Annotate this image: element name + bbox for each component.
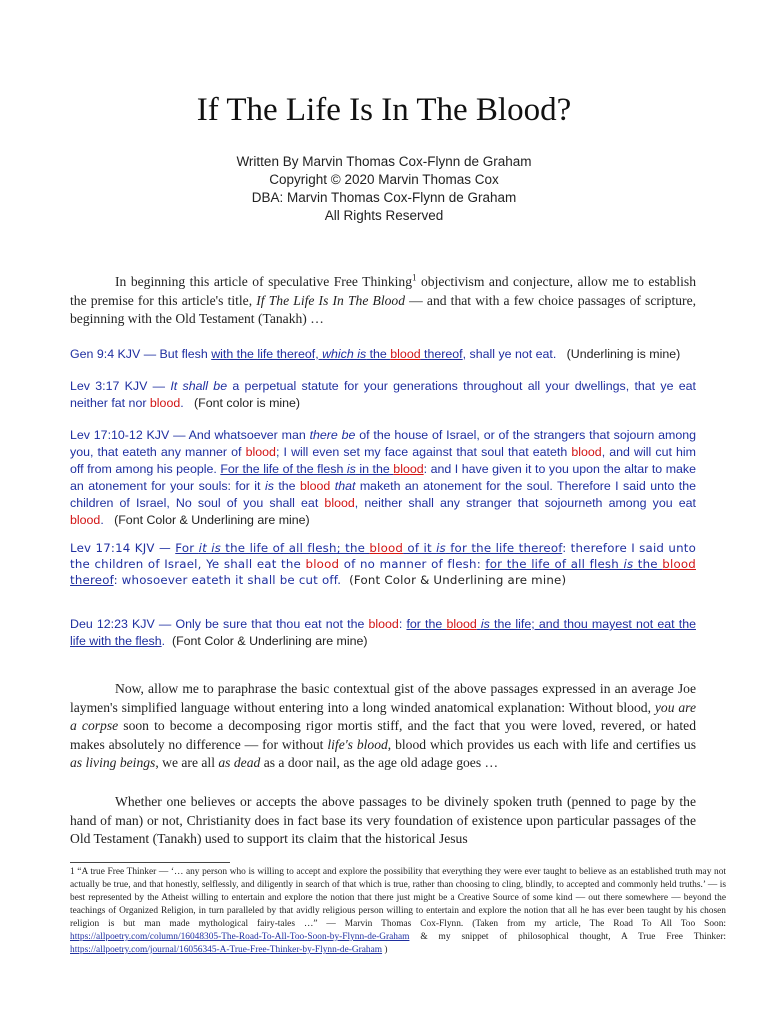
page-title: If The Life Is In The Blood?	[196, 92, 572, 128]
verse-lev-17-14: Lev 17:14 KJV — For it is the life of all flesh; the blood of it is for the life thereof: therefore I said unto the children of Israel, Ye shall eat the blood of no manner of flesh: for the life of all flesh is the blood thereof: whosoever eateth it shall be cut off. (Font Color & Underlining are mine)	[70, 541, 696, 587]
body-paragraph-2: Now, allow me to paraphrase the basic contextual gist of the above passages expressed in an average Joe laymen's simplified language without entering into a long winded anatomical explanation: Without blood, you are a corpse soon to become a decomposing rigor mortis stiff, and the fact that you were loved, revered, or hated makes absolutely no difference — for without life's blood, blood which provides us each with life and certifies us as living beings, we are all as dead as a door nail, as the age old adage goes …	[70, 681, 697, 770]
footnote-marker: 1	[412, 272, 417, 283]
verse-lev-3-17: Lev 3:17 KJV — It shall be a perpetual statute for your generations throughout all your dwellings, that ye eat neither fat nor blood. (Font color is mine)	[70, 379, 697, 410]
footnote-link-true-free-thinker[interactable]: https://allpoetry.com/journal/16056345-A-True-Free-Thinker-by-Flynn-de-Graham	[70, 945, 383, 955]
author-line: Written By Marvin Thomas Cox-Flynn de Graham	[236, 154, 532, 169]
verse-deu-12-23: Deu 12:23 KJV — Only be sure that thou eat not the blood: for the blood is the life; and thou mayest not eat the life with the flesh. (Font Color & Underlining are mine)	[70, 617, 696, 648]
copyright-line: Copyright © 2020 Marvin Thomas Cox	[269, 172, 499, 187]
footnote-divider	[70, 862, 230, 863]
verse-gen-9-4: Gen 9:4 KJV — But flesh with the life thereof, which is the blood thereof, shall ye not eat. (Underlining is mine)	[70, 347, 681, 361]
footnote: 1 “A true Free Thinker — ‘… any person who is willing to accept and explore the possibility that everything they were ever taught to believe as an established truth may not actually be true, and that honestly, selflessly, and diligently in search of that which is true, rather than choosing to cling, blindly, to accepted and commonly held truths.’ — is best represented by the Atheist willing to entertain and explore the notion that there just might be a Creative Source of some kind — out there somewhere — beyond the teachings of Organized Religion, in turn paralleled by that avidly religious person willing to entertain and explore the notion that all he has ever been taught by his chosen religion is but man made mythological fairy-tales …” — Marvin Thomas Cox-Flynn. (Taken from my article, The Road To All Too Soon: https://allpoetry.com/column/16048305-The-Road-To-All-Too-Soon-by-Flynn-de-Graham & my snippet of philosophical thought, A True Free Thinker: https://allpoetry.com/journal/16056345-A-True-Free-Thinker-by-Flynn-de-Graham )	[70, 867, 726, 955]
verse-lev-17-10: Lev 17:10-12 KJV — And whatsoever man there be of the house of Israel, or of the strangers that sojourn among you, that eateth any manner of blood; I will even set my face against that soul that eateth blood, and will cut him off from among his people. For the life of the flesh is in the blood: and I have given it to you upon the altar to make an atonement for your souls: for it is the blood that maketh an atonement for the soul. Therefore I said unto the children of Israel, No soul of you shall eat blood, neither shall any stranger that sojourneth among you eat blood. (Font Color & Underlining are mine)	[70, 428, 697, 527]
body-paragraph-3: Whether one believes or accepts the above passages to be divinely spoken truth (penned to page by the hand of man) or not, Christianity does in fact base its very foundation of existence upon particular passages of the Old Testament (Tanakh) used to support its claim that the historical Jesus	[70, 794, 696, 846]
dba-line: DBA: Marvin Thomas Cox-Flynn de Graham	[251, 190, 517, 205]
byline	[0, 153, 768, 225]
intro-paragraph: In beginning this article of speculative Free Thinking$^1$ objectivism and conjecture, allow me to establish the premise for this article's title, If The Life Is In The Blood — and that with a few choice passages of scripture, beginning with the Old Testament (Tanakh) …	[70, 272, 696, 326]
rights-line: All Rights Reserved	[324, 208, 444, 223]
footnote-link-road-to-all-too-soon[interactable]: https://allpoetry.com/column/16048305-The-Road-To-All-Too-Soon-by-Flynn-de-Graham	[70, 932, 410, 942]
